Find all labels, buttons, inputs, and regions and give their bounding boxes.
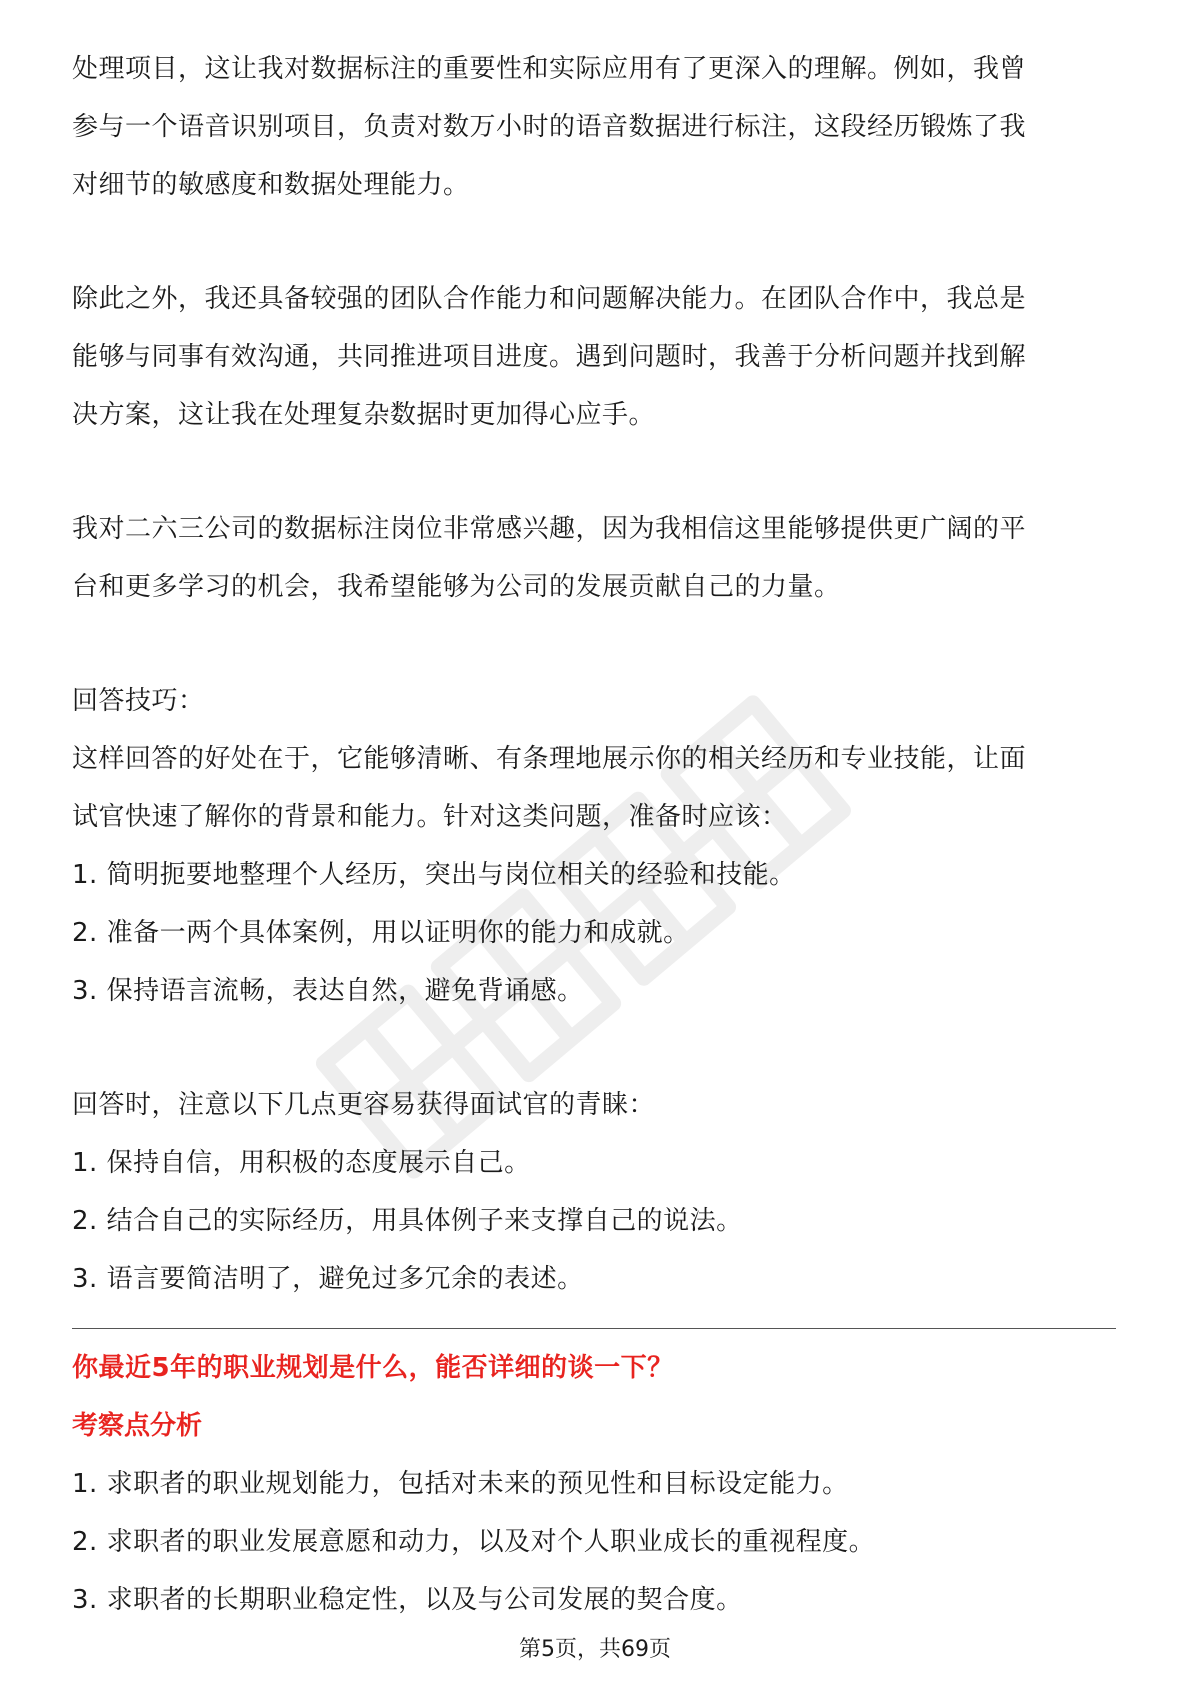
paragraph-gap xyxy=(72,616,1116,672)
paragraph-line: 处理项目，这让我对数据标注的重要性和实际应用有了更深入的理解。例如，我曾 xyxy=(72,54,1027,84)
paragraph-line: 决方案，这让我在处理复杂数据时更加得心应手。 xyxy=(72,400,656,430)
tips-heading: 回答技巧： xyxy=(72,686,205,716)
section-divider xyxy=(72,1328,1116,1329)
paragraph-gap xyxy=(72,444,1116,500)
analysis-title: 考察点分析 xyxy=(72,1411,203,1441)
paragraph-line: 参与一个语音识别项目，负责对数万小时的语音数据进行标注，这段经历锻炼了我 xyxy=(72,112,1027,142)
analysis-list-item: 1. 求职者的职业规划能力，包括对未来的预见性和目标设定能力。 xyxy=(72,1469,849,1499)
paragraph-line: 我对二六三公司的数据标注岗位非常感兴趣，因为我相信这里能够提供更广阔的平 xyxy=(72,514,1027,544)
notes-list-item: 3. 语言要简洁明了，避免过多冗余的表述。 xyxy=(72,1264,584,1294)
paragraph-gap xyxy=(72,1020,1116,1076)
question-title: 你最近5年的职业规划是什么，能否详细的谈一下？ xyxy=(72,1353,674,1383)
tips-intro-line: 试官快速了解你的背景和能力。针对这类问题，准备时应该： xyxy=(72,802,788,832)
paragraph-line: 能够与同事有效沟通，共同推进项目进度。遇到问题时，我善于分析问题并找到解 xyxy=(72,342,1027,372)
tips-list-item: 3. 保持语言流畅，表达自然，避免背诵感。 xyxy=(72,976,584,1006)
paragraph-line: 台和更多学习的机会，我希望能够为公司的发展贡献自己的力量。 xyxy=(72,572,841,602)
analysis-list-item: 2. 求职者的职业发展意愿和动力，以及对个人职业成长的重视程度。 xyxy=(72,1527,876,1557)
analysis-list-item: 3. 求职者的长期职业稳定性，以及与公司发展的契合度。 xyxy=(72,1585,743,1615)
tips-list-item: 2. 准备一两个具体案例，用以证明你的能力和成就。 xyxy=(72,918,690,948)
document-page xyxy=(72,40,1116,1629)
page-number: 第5页，共69页 xyxy=(519,1637,671,1662)
notes-list-item: 1. 保持自信，用积极的态度展示自己。 xyxy=(72,1148,531,1178)
notes-heading: 回答时，注意以下几点更容易获得面试官的青睐： xyxy=(72,1090,656,1120)
notes-list-item: 2. 结合自己的实际经历，用具体例子来支撑自己的说法。 xyxy=(72,1206,743,1236)
paragraph-gap xyxy=(72,214,1116,270)
paragraph-line: 除此之外，我还具备较强的团队合作能力和问题解决能力。在团队合作中，我总是 xyxy=(72,284,1027,314)
tips-intro-line: 这样回答的好处在于，它能够清晰、有条理地展示你的相关经历和专业技能，让面 xyxy=(72,744,1027,774)
paragraph-line: 对细节的敏感度和数据处理能力。 xyxy=(72,170,470,200)
tips-list-item: 1. 简明扼要地整理个人经历，突出与岗位相关的经验和技能。 xyxy=(72,860,796,890)
